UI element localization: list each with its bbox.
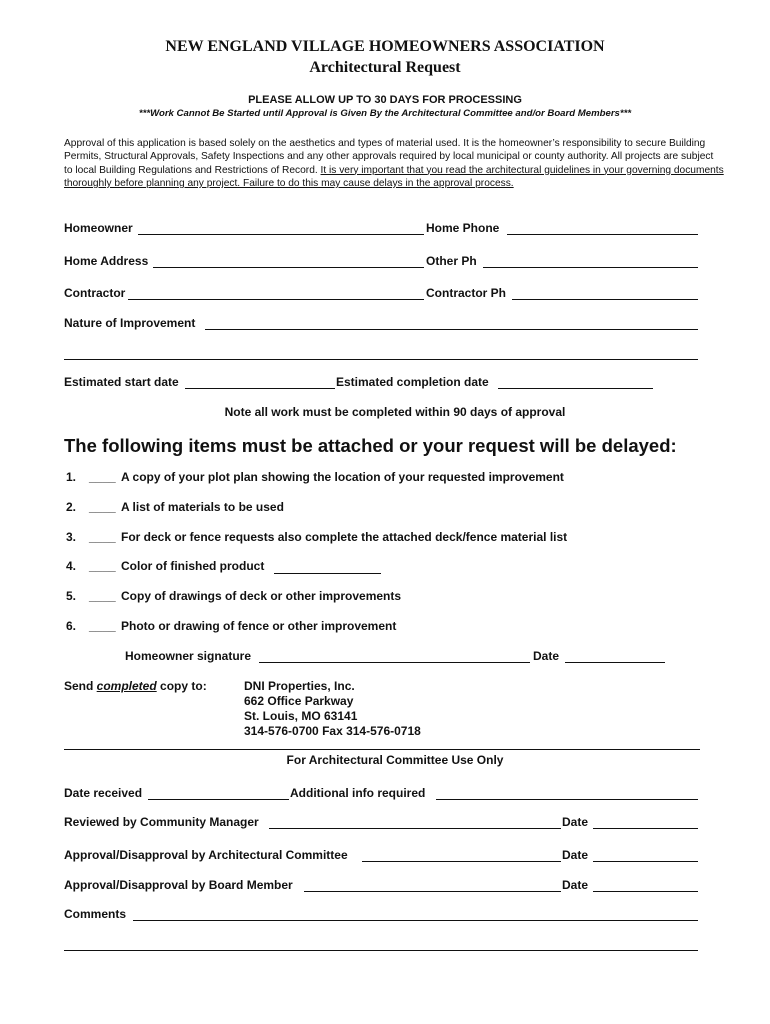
- home-address-field[interactable]: [153, 267, 424, 268]
- attachment-label: A list of materials to be used: [121, 500, 284, 514]
- signature-label: Homeowner signature: [125, 649, 252, 663]
- attachment-label: For deck or fence requests also complete the attached deck/fence material list: [121, 530, 568, 544]
- additional-info-label: Additional info required: [290, 786, 426, 800]
- comments-field[interactable]: [133, 920, 698, 921]
- address-street: 662 Office Parkway: [244, 694, 354, 708]
- mailing-address: [244, 679, 421, 739]
- attachment-number: 4.: [66, 559, 77, 573]
- color-field[interactable]: [274, 573, 381, 574]
- attachment-number: 6.: [66, 619, 77, 633]
- comments-label: Comments: [64, 907, 127, 921]
- reviewed-date-label: Date: [562, 815, 589, 829]
- attachment-number: 2.: [66, 500, 77, 514]
- completed-emphasis: completed: [96, 679, 157, 693]
- attachment-checkbox[interactable]: ____: [89, 530, 116, 544]
- signature-date-label: Date: [533, 649, 560, 663]
- signature-field[interactable]: [259, 662, 530, 663]
- attachment-checkbox[interactable]: ____: [89, 470, 116, 484]
- other-phone-label: Other Ph: [426, 254, 477, 268]
- attachment-checkbox[interactable]: ____: [89, 500, 116, 514]
- home-address-label: Home Address: [64, 254, 149, 268]
- date-received-label: Date received: [64, 786, 143, 800]
- homeowner-label: Homeowner: [64, 221, 133, 235]
- date-received-field[interactable]: [148, 799, 289, 800]
- completion-date-field[interactable]: [498, 388, 653, 389]
- reviewed-date-field[interactable]: [593, 828, 698, 829]
- attachment-label: Photo or drawing of fence or other improvement: [121, 619, 397, 633]
- additional-info-field[interactable]: [436, 799, 698, 800]
- address-phone-fax: 314-576-0700 Fax 314-576-0718: [244, 724, 421, 738]
- nature-field[interactable]: [205, 329, 698, 330]
- attachment-label: Color of finished product: [121, 559, 265, 573]
- organization-name: NEW ENGLAND VILLAGE HOMEOWNERS ASSOCIATION: [165, 38, 605, 55]
- form-title: Architectural Request: [309, 59, 461, 76]
- board-date-label: Date: [562, 878, 589, 892]
- comments-field-continued[interactable]: [64, 950, 698, 951]
- committee-heading: For Architectural Committee Use Only: [286, 753, 504, 767]
- start-date-field[interactable]: [185, 388, 335, 389]
- attachment-checkbox[interactable]: ____: [89, 589, 116, 603]
- board-date-field[interactable]: [593, 891, 698, 892]
- contractor-phone-field[interactable]: [512, 299, 698, 300]
- board-approval-label: Approval/Disapproval by Board Member: [64, 878, 293, 892]
- contractor-field[interactable]: [128, 299, 424, 300]
- attachment-checkbox[interactable]: ____: [89, 619, 116, 633]
- attachment-number: 5.: [66, 589, 77, 603]
- completion-date-label: Estimated completion date: [336, 375, 489, 389]
- section-divider: [64, 749, 700, 750]
- reviewed-by-field[interactable]: [269, 828, 561, 829]
- start-date-label: Estimated start date: [64, 375, 179, 389]
- attachments-heading: The following items must be attached or your request will be delayed:: [64, 435, 677, 456]
- address-company: DNI Properties, Inc.: [244, 679, 355, 693]
- nature-label: Nature of Improvement: [64, 316, 196, 330]
- nature-field-continued[interactable]: [64, 359, 698, 360]
- completion-note: Note all work must be completed within 90 days of approval: [224, 405, 566, 419]
- board-approval-field[interactable]: [304, 891, 561, 892]
- homeowner-field[interactable]: [138, 234, 424, 235]
- attachment-label: A copy of your plot plan showing the location of your requested improvement: [121, 470, 564, 484]
- committee-date-field[interactable]: [593, 861, 698, 862]
- intro-paragraph: [64, 137, 724, 190]
- reviewed-by-label: Reviewed by Community Manager: [64, 815, 259, 829]
- committee-date-label: Date: [562, 848, 589, 862]
- signature-date-field[interactable]: [565, 662, 665, 663]
- home-phone-label: Home Phone: [426, 221, 500, 235]
- processing-notice: PLEASE ALLOW UP TO 30 DAYS FOR PROCESSING: [248, 94, 522, 106]
- attachment-number: 1.: [66, 470, 77, 484]
- work-warning: ***Work Cannot Be Started until Approval is Given By the Architectural Committee and/or Board Members***: [138, 108, 632, 119]
- attachment-label: Copy of drawings of deck or other improvements: [121, 589, 402, 603]
- attachment-checkbox[interactable]: ____: [89, 559, 116, 573]
- address-city: St. Louis, MO 63141: [244, 709, 358, 723]
- intro-text: Approval of this application is based solely on the aesthetics and types of material used. It is the homeowner’s responsibility to secure Building Permits, Structural Approvals, Safety Inspections and any other approvals required by local municipal or county authority. All projects are subject to local Building Regulations and Restrictions of Record.: [64, 138, 714, 176]
- contractor-phone-label: Contractor Ph: [426, 286, 507, 300]
- intro-guidelines-text: It is very important that you read the architectural guidelines in your governing documents thoroughly before planning any project. Failure to do this may cause delays in the approval process.: [64, 164, 724, 189]
- send-to-label: Send completed copy to:: [64, 679, 207, 693]
- attachment-number: 3.: [66, 530, 77, 544]
- home-phone-field[interactable]: [507, 234, 698, 235]
- contractor-label: Contractor: [64, 286, 126, 300]
- committee-approval-field[interactable]: [362, 861, 561, 862]
- other-phone-field[interactable]: [483, 267, 698, 268]
- committee-approval-label: Approval/Disapproval by Architectural Committee: [64, 848, 348, 862]
